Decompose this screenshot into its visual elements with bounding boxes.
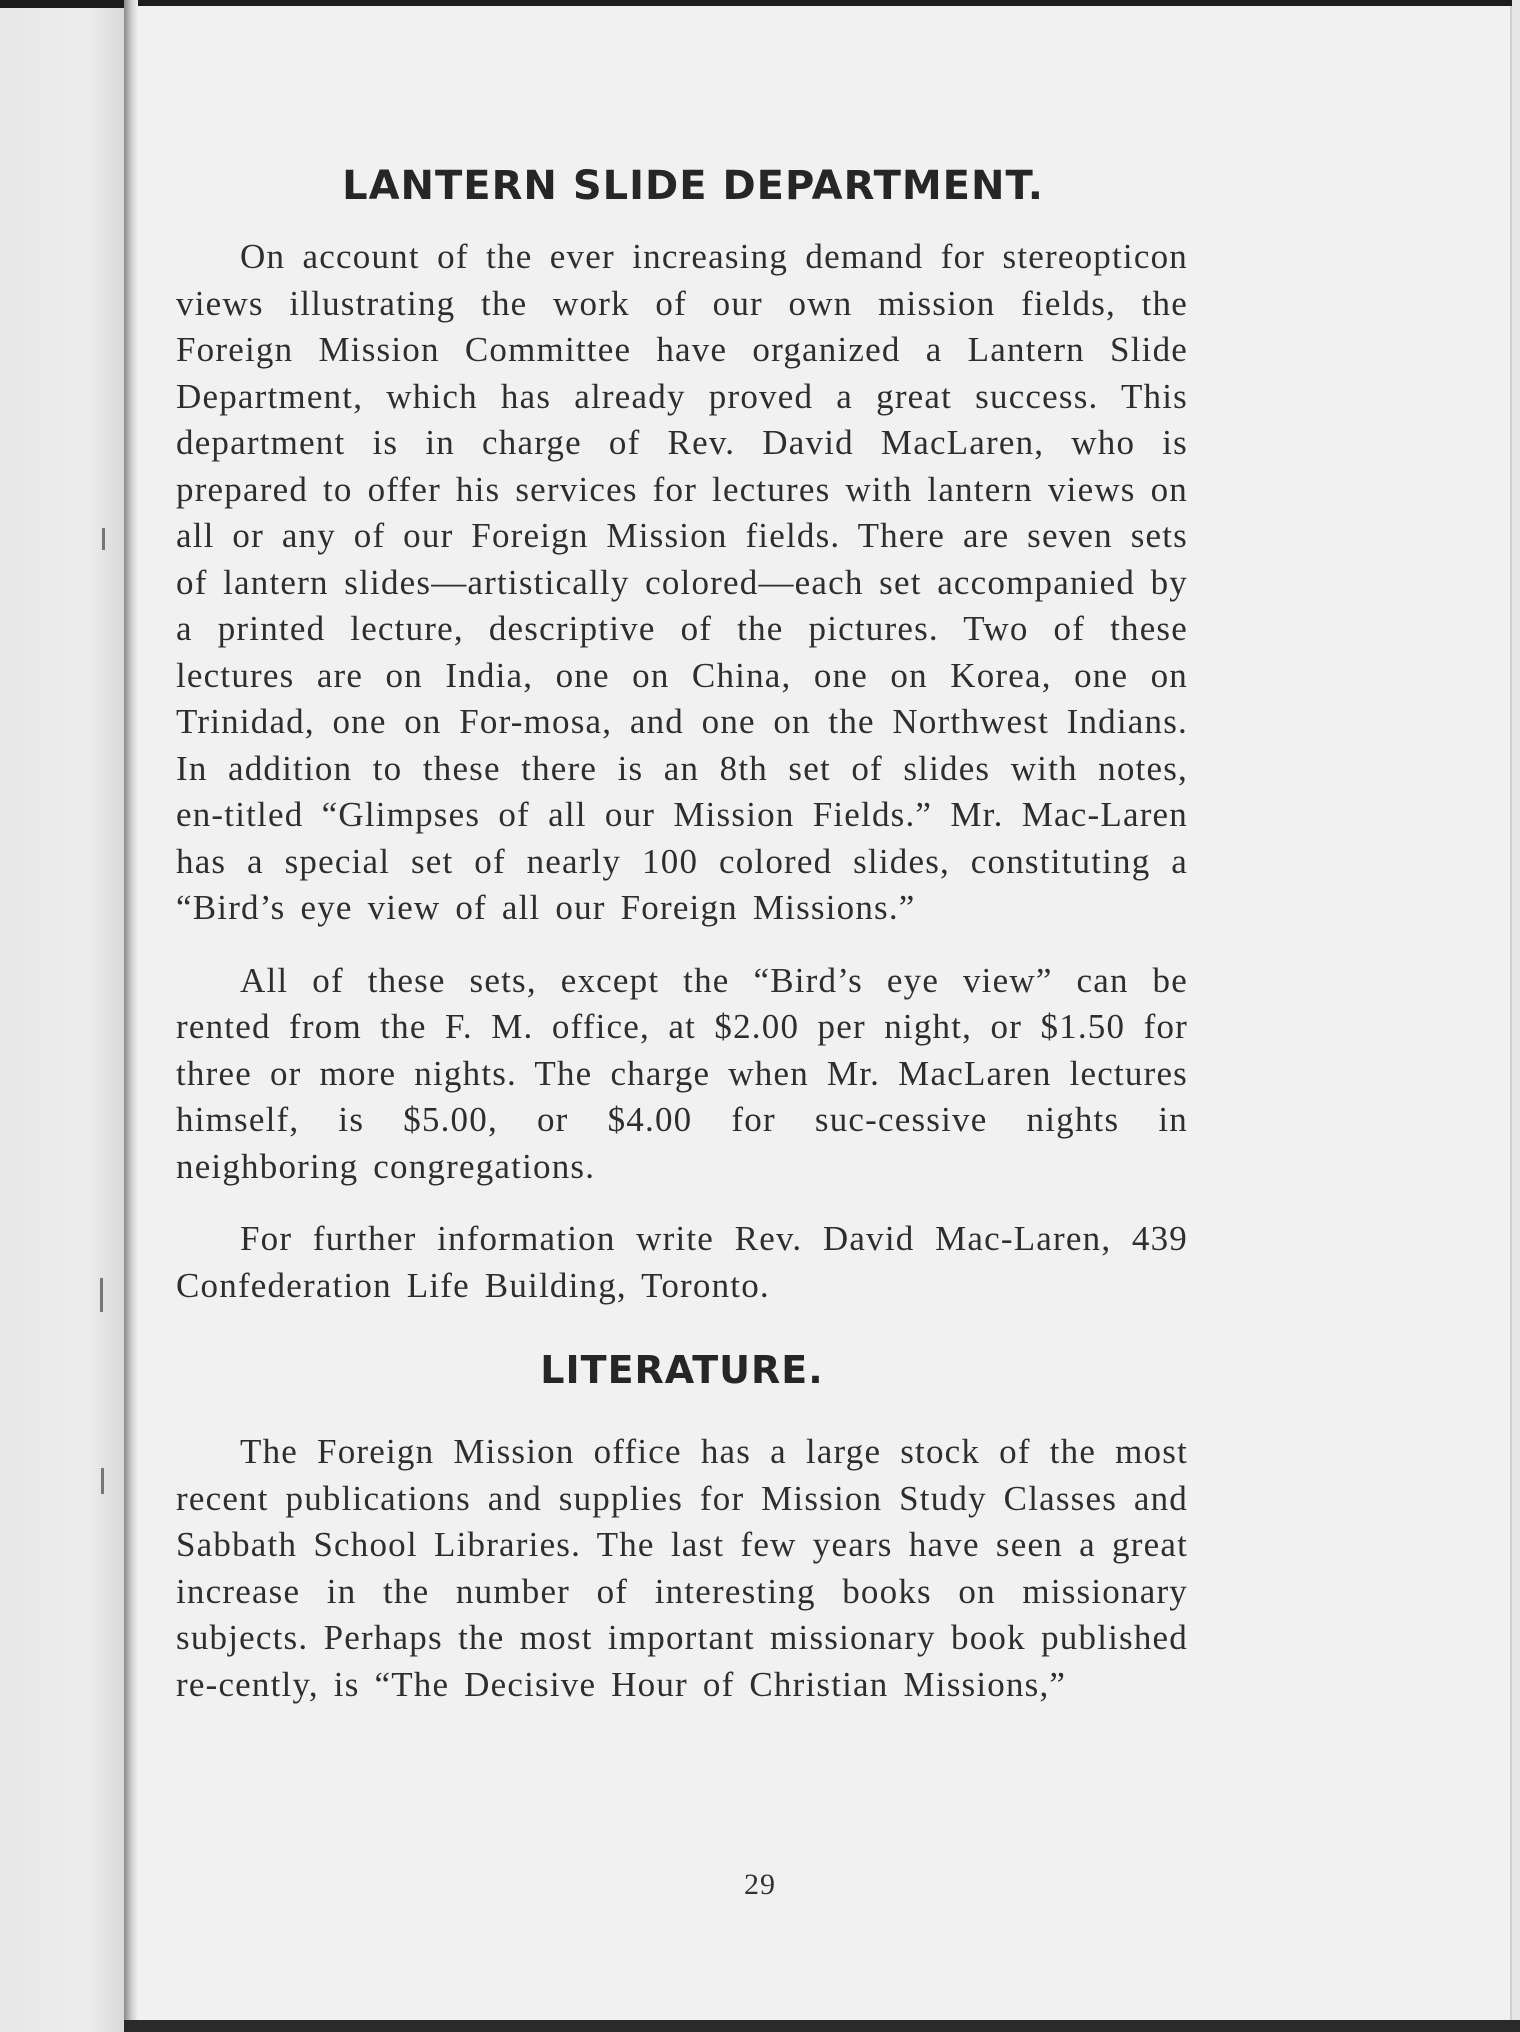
facing-page-edge: [0, 0, 124, 2032]
paragraph: The Foreign Mission office has a large stock of the most recent publications and supplies for Mission Study Classes and Sabbath School Libraries. The last few years have seen a great increase in the number of interesting books on missionary subjects. Perhaps the most important missionary book published re-cently, is “The Decisive Hour of Christian Missions,”: [176, 1432, 1188, 1704]
page-mark: [100, 1278, 103, 1312]
page-mark: [102, 528, 105, 550]
page-edge: [1512, 0, 1520, 2032]
page-mark: [101, 1468, 104, 1494]
paragraph: All of these sets, except the “Bird’s eye view” can be rented from the F. M. office, at $2.00 per night, or $1.50 for three or more nights. The charge when Mr. MacLaren lectures himself, is $5.00, or $4.00 for suc-cessive nights in neighboring congregations.: [176, 960, 1188, 1186]
paragraph: For further information write Rev. David Mac-Laren, 439 Confederation Life Building, Toronto.: [176, 1219, 1188, 1305]
scan-border: [124, 2020, 1520, 2032]
page-number: 29: [744, 1868, 776, 1901]
section-heading: LITERATURE.: [540, 1348, 824, 1392]
page-text-column: [176, 160, 1188, 1734]
paragraph: On account of the ever increasing demand for stereopticon views illustrating the work of our own mission fields, the Foreign Mission Committee have organized a Lantern Slide Department, which has already proved a great success. This department is in charge of Rev. David MacLaren, who is prepared to offer his services for lectures with lantern views on all or any of our Foreign Mission fields. There are seven sets of lantern slides—artistically colored—each set accompanied by a printed lecture, descriptive of the pictures. Two of these lectures are on India, one on China, one on Korea, one on Trinidad, one on For-mosa, and one on the Northwest Indians. In addition to these there is an 8th set of slides with notes, en-titled “Glimpses of all our Mission Fields.” Mr. Mac-Laren has a special set of nearly 100 colored slides, constituting a “Bird’s eye view of all our Foreign Missions.”: [176, 237, 1188, 927]
book-gutter: [124, 0, 138, 2032]
section-heading: LANTERN SLIDE DEPARTMENT.: [342, 163, 1044, 209]
